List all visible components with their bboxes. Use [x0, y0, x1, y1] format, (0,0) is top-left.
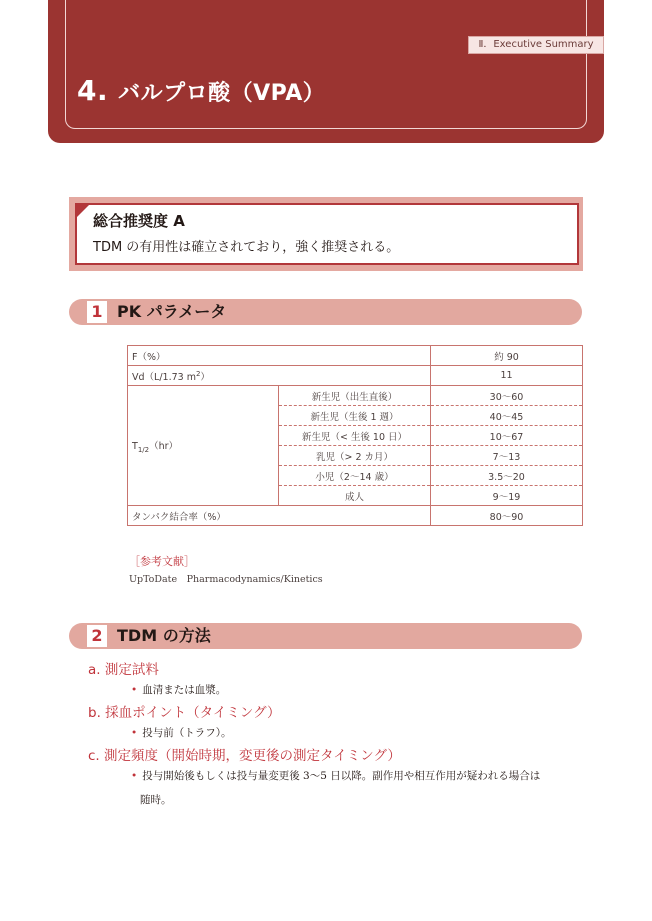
half-life-value: 10〜67 [431, 426, 583, 446]
section-2-title: TDM の方法 [117, 626, 211, 645]
bullet-dot: • [131, 684, 138, 696]
half-life-label: $T_{1/2}(hr)$ [128, 386, 279, 506]
recommendation-corner-mark [75, 203, 91, 219]
bullet-dot: • [131, 770, 138, 782]
bullet-dot: • [131, 727, 138, 739]
section-1-number: 1 [87, 301, 107, 323]
chapter-number: 4. [77, 74, 109, 107]
table-row [128, 386, 583, 406]
pk-parameter-table [127, 345, 583, 526]
half-life-group: 新生児（生後 1 週） [279, 406, 431, 426]
protein-binding-label: タンパク結合率（%） [128, 506, 431, 526]
part-tag: Ⅱ．Executive Summary [468, 36, 604, 54]
section-1-header [69, 299, 582, 325]
chapter-header-frame [65, 0, 587, 129]
half-life-group: 小児（2〜14 歳） [279, 466, 431, 486]
half-life-value: 7〜13 [431, 446, 583, 466]
chapter-title [77, 74, 325, 107]
subheading-frequency: c. 測定頻度（開始時期，変更後の測定タイミング） [88, 748, 401, 764]
f-value: 約 90 [431, 346, 583, 366]
protein-binding-value: 80〜90 [431, 506, 583, 526]
recommendation-body: TDM の有用性は確立されており，強く推奨される。 [93, 240, 400, 255]
vd-label: Vd（L/1.73 $m^2$） [128, 366, 431, 386]
bullet-frequency: • 投与開始後もしくは投与量変更後 3〜5 日以降。副作用や相互作用が疑われる場合は [131, 770, 541, 782]
half-life-value: 9〜19 [431, 486, 583, 506]
f-label: F（%） [128, 346, 431, 366]
section-1-title: PK パラメータ [117, 302, 227, 321]
bullet-sample: • 血清または血漿。 [131, 684, 227, 696]
half-life-value: 30〜60 [431, 386, 583, 406]
half-life-group: 新生児（< 生後 10 日） [279, 426, 431, 446]
reference-text: UpToDate Pharmacodynamics/Kinetics [129, 574, 323, 585]
section-2-number: 2 [87, 625, 107, 647]
table-row [128, 506, 583, 526]
half-life-group: 新生児（出生直後） [279, 386, 431, 406]
bullet-frequency-continued: 随時。 [140, 794, 172, 806]
table-row [128, 346, 583, 366]
vd-value: 11 [431, 366, 583, 386]
subheading-sample: a. 測定試料 [88, 662, 159, 678]
half-life-group: 成人 [279, 486, 431, 506]
table-row [128, 366, 583, 386]
half-life-group: 乳児（> 2 カ月） [279, 446, 431, 466]
half-life-value: 3.5〜20 [431, 466, 583, 486]
bullet-sampling-point: • 投与前（トラフ）。 [131, 727, 232, 739]
subheading-sampling-point: b. 採血ポイント（タイミング） [88, 705, 281, 721]
recommendation-title: 総合推奨度 A [93, 212, 185, 230]
chapter-title-text: バルプロ酸（VPA） [118, 81, 326, 106]
reference-heading: ［参考文献］ [129, 555, 195, 568]
half-life-value: 40〜45 [431, 406, 583, 426]
section-2-header [69, 623, 582, 649]
